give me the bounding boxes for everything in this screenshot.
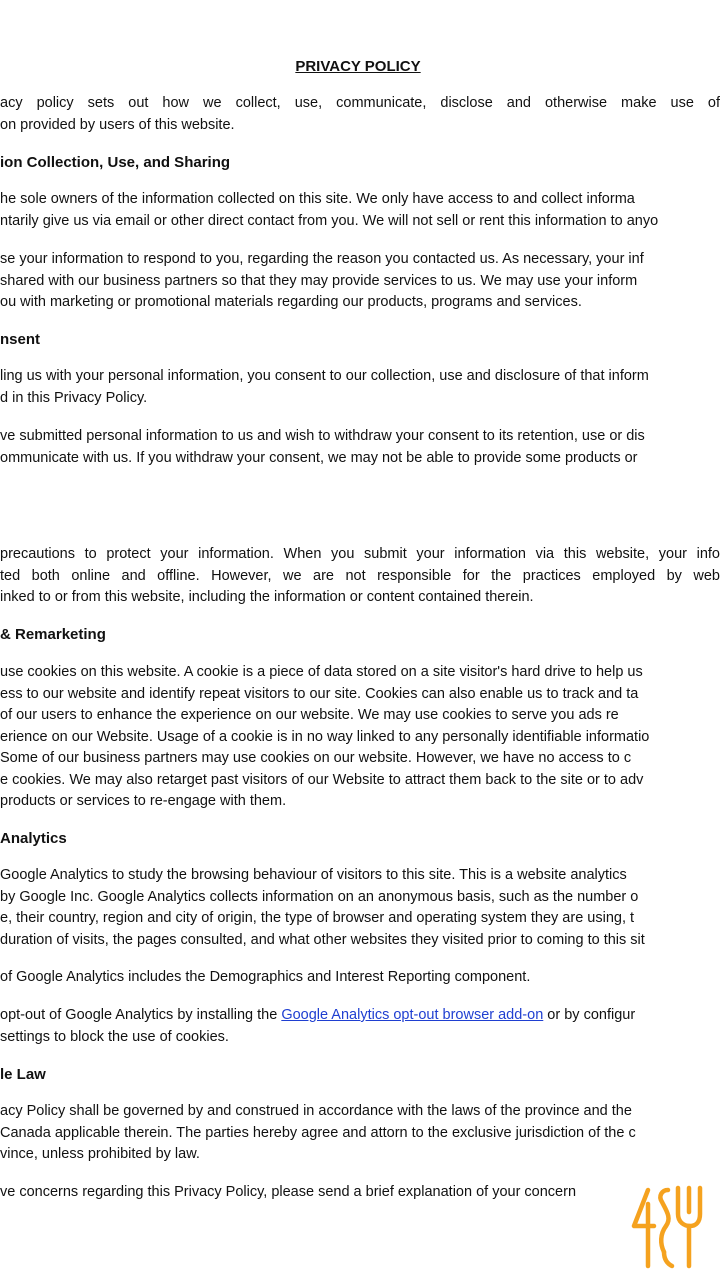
text-line: Canada applicable therein. The parties hereby agree and attorn to the exclusive jurisdiction of the c xyxy=(0,1124,636,1141)
text-line: d in this Privacy Policy. xyxy=(0,389,148,406)
text-line: ve submitted personal information to us and wish to withdraw your consent to its retention, use or dis xyxy=(0,428,645,444)
text-line: products or services to re-engage with them. xyxy=(0,793,287,809)
collection-paragraph-2 xyxy=(0,249,720,314)
text-line: erience on our Website. Usage of a cookie is in no way linked to any personally identifiable informatio xyxy=(0,728,650,745)
law-paragraph-1 xyxy=(0,1101,720,1166)
text-line: Some of our business partners may use cookies on our website. However, we have no access to c xyxy=(0,750,632,766)
optout-text-before: opt-out of Google Analytics by installing the xyxy=(0,1007,282,1023)
text-line: inked to or from this website, including the information or content contained therein. xyxy=(0,589,534,605)
page-title: PRIVACY POLICY xyxy=(295,58,421,75)
section-heading-collection: ion Collection, Use, and Sharing xyxy=(0,154,231,171)
text-line: of our users to enhance the experience on our website. We may use cookies to serve you ads re xyxy=(0,707,619,723)
intro-paragraph xyxy=(0,93,720,136)
section-heading-consent: nsent xyxy=(0,331,41,348)
fork-and-number-logo-icon xyxy=(628,1182,704,1272)
consent-paragraph-2 xyxy=(0,426,720,469)
text-line: ess to our website and identify repeat visitors to our site. Cookies can also enable us to track and ta xyxy=(0,685,639,702)
text-line: settings to block the use of cookies. xyxy=(0,1028,229,1045)
section-heading-analytics: Analytics xyxy=(0,830,67,847)
text-line: shared with our business partners so that they may provide services to us. We may use your inform xyxy=(0,272,638,289)
collection-paragraph-1 xyxy=(0,189,720,232)
text-line: e, their country, region and city of origin, the type of browser and operating system they are using, t xyxy=(0,910,635,926)
text-line: ou with marketing or promotional materials regarding our products, programs and services. xyxy=(0,294,582,310)
text-line: use cookies on this website. A cookie is a piece of data stored on a site visitor's hard drive to help us xyxy=(0,664,643,680)
consent-paragraph-1 xyxy=(0,366,720,409)
text-line xyxy=(0,1005,720,1027)
text-line: duration of visits, the pages consulted, and what other websites they visited prior to coming to this sit xyxy=(0,931,645,948)
section-heading-cookies: & Remarketing xyxy=(0,626,106,643)
analytics-paragraph-1 xyxy=(0,865,720,951)
text-line: precautions to protect your information. When you submit your information via this website, your info xyxy=(0,546,720,562)
text-line: ommunicate with us. If you withdraw your consent, we may not be able to provide some products or xyxy=(0,449,638,466)
text-line: by Google Inc. Google Analytics collects information on an anonymous basis, such as the number o xyxy=(0,888,639,905)
text-line: e cookies. We may also retarget past visitors of our Website to attract them back to the site or to adv xyxy=(0,771,644,788)
text-line: acy policy sets out how we collect, use, communicate, disclose and otherwise make use of xyxy=(0,95,720,111)
text-line: vince, unless prohibited by law. xyxy=(0,1146,200,1162)
text-line: ted both online and offline. However, we are not responsible for the practices employed by web xyxy=(0,567,720,584)
optout-addon-link[interactable]: Google Analytics opt-out browser add-on xyxy=(281,1007,544,1023)
optout-text-after: or by configur xyxy=(543,1007,636,1023)
text-line: se your information to respond to you, regarding the reason you contacted us. As necessary, your inf xyxy=(0,251,644,267)
text-line: Google Analytics to study the browsing behaviour of visitors to this site. This is a website analytics xyxy=(0,867,627,883)
security-paragraph xyxy=(0,544,720,609)
analytics-paragraph-3 xyxy=(0,1005,720,1048)
text-line: he sole owners of the information collected on this site. We only have access to and collect informa xyxy=(0,191,635,207)
text-line: acy Policy shall be governed by and construed in accordance with the laws of the province and the xyxy=(0,1103,632,1119)
cookies-paragraph xyxy=(0,662,720,813)
text-line: ling us with your personal information, you consent to our collection, use and disclosure of that inform xyxy=(0,368,649,384)
section-heading-law: le Law xyxy=(0,1066,46,1083)
text-line: ntarily give us via email or other direct contact from you. We will not sell or rent this information to anyo xyxy=(0,212,659,229)
law-paragraph-2: ve concerns regarding this Privacy Policy, please send a brief explanation of your concern xyxy=(0,1184,577,1200)
text-line: on provided by users of this website. xyxy=(0,116,235,133)
analytics-paragraph-2: of Google Analytics includes the Demographics and Interest Reporting component. xyxy=(0,969,531,985)
